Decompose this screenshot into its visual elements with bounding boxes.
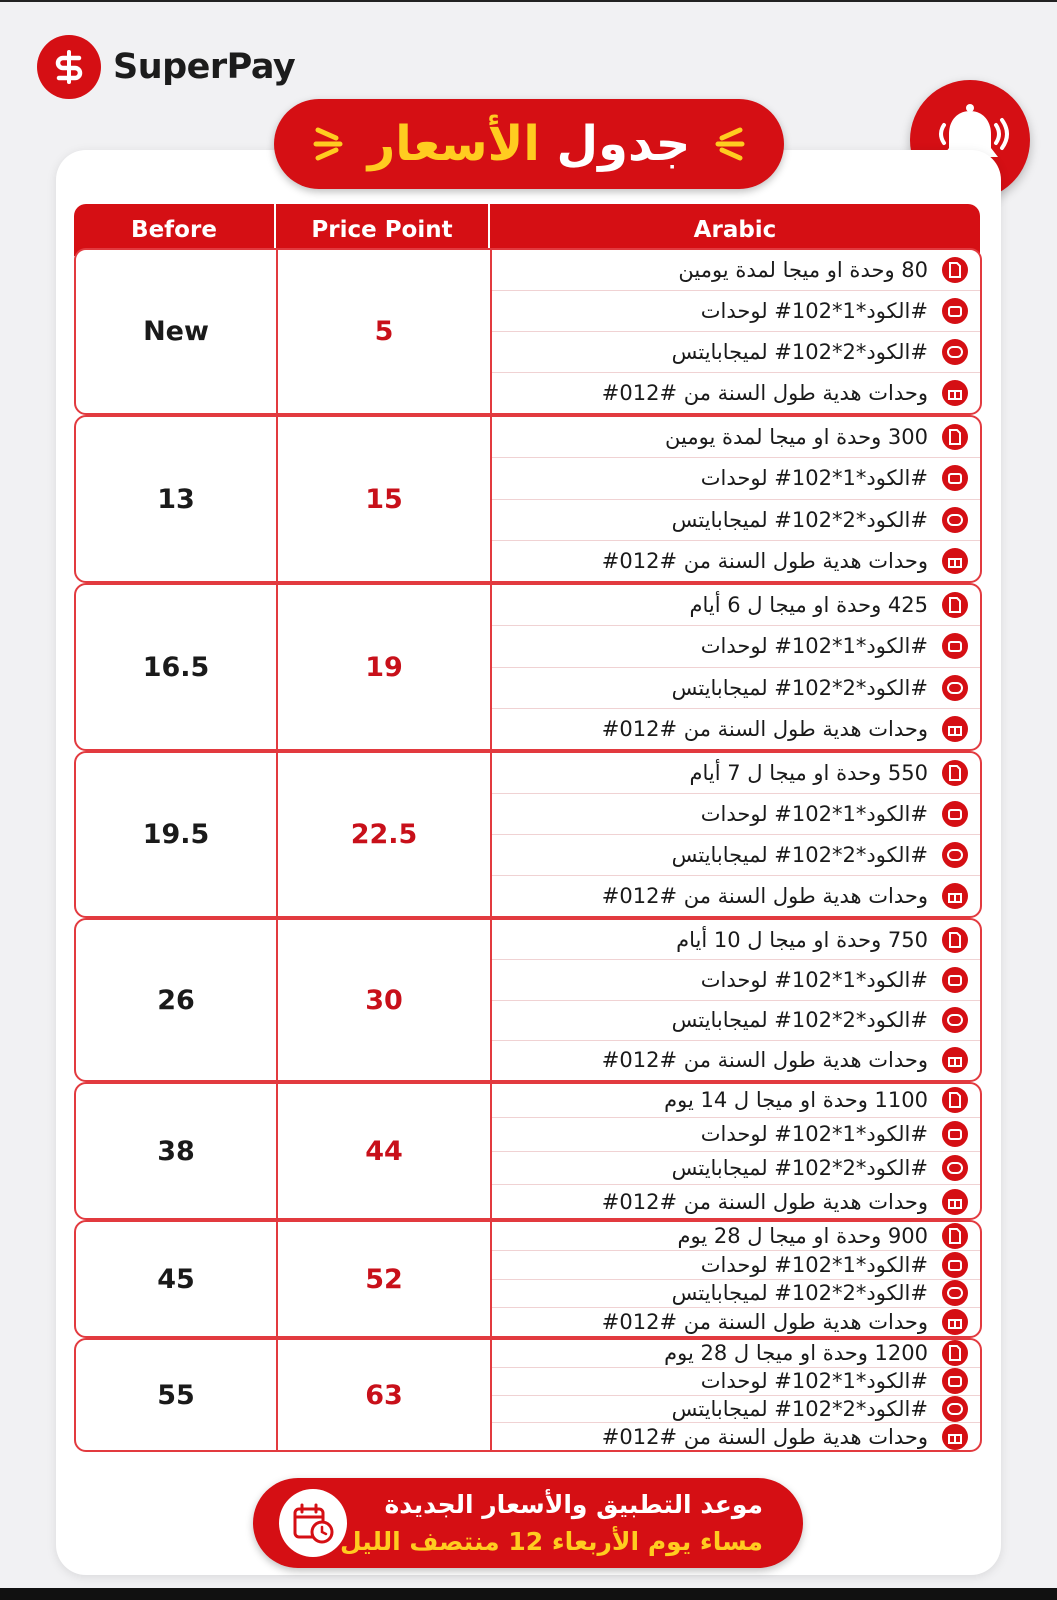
price-row — [74, 248, 982, 415]
detail-line — [492, 540, 980, 581]
sim-icon — [942, 1223, 968, 1249]
data-icon — [942, 1280, 968, 1306]
data-icon — [942, 339, 968, 365]
detail-line — [492, 1040, 980, 1080]
data-icon — [942, 507, 968, 533]
before-value: 16.5 — [142, 651, 210, 683]
before-value: 19.5 — [142, 819, 210, 850]
sparkle-left-icon — [312, 122, 346, 166]
sim-icon — [942, 257, 968, 283]
detail-line — [492, 290, 980, 331]
price-value: 63 — [365, 1379, 403, 1411]
detail-text: #الكود*2*102# لميجابايتس — [671, 675, 928, 700]
detail-line — [492, 457, 980, 498]
before-value: 13 — [157, 483, 195, 515]
detail-line — [492, 708, 980, 749]
data-icon — [942, 675, 968, 701]
phone-icon — [942, 801, 968, 827]
schedule-title: موعد التطبيق والأسعار الجديدة — [384, 1490, 763, 1519]
detail-line — [492, 959, 980, 999]
price-value: 22.5 — [350, 819, 418, 850]
detail-line — [492, 1151, 980, 1185]
price-row — [74, 415, 982, 583]
top-border — [0, 0, 1057, 2]
phone-icon — [942, 298, 968, 324]
detail-text: وحدات هدية طول السنة من #012# — [601, 716, 928, 741]
price-value: 30 — [365, 984, 403, 1016]
detail-text: #الكود*1*102# لوحدات — [700, 299, 928, 323]
detail-line — [492, 1422, 980, 1450]
detail-line — [492, 1307, 980, 1336]
detail-line — [492, 834, 980, 875]
detail-text: 300 وحدة او ميجا لمدة يومين — [665, 425, 928, 450]
header-before: Before — [131, 217, 217, 243]
detail-line — [492, 1222, 980, 1250]
detail-text: #الكود*1*102# لوحدات — [700, 1122, 928, 1147]
gift-icon — [942, 1189, 968, 1215]
gift-icon — [942, 1309, 968, 1335]
price-value: 44 — [365, 1135, 403, 1167]
bundle-details — [492, 920, 980, 1080]
detail-line — [492, 875, 980, 916]
detail-line — [492, 1367, 980, 1395]
before-value: 55 — [157, 1379, 195, 1411]
detail-line — [492, 250, 980, 290]
sim-icon — [942, 424, 968, 450]
detail-text: #الكود*2*102# لميجابايتس — [671, 843, 928, 867]
price-value: 19 — [365, 651, 403, 683]
sim-icon — [942, 1340, 968, 1366]
detail-line — [492, 1084, 980, 1117]
detail-text: #الكود*2*102# لميجابايتس — [671, 1155, 928, 1180]
detail-text: #الكود*2*102# لميجابايتس — [671, 1008, 928, 1033]
data-icon — [942, 842, 968, 868]
calendar-clock-icon — [279, 1489, 347, 1557]
detail-text: وحدات هدية طول السنة من #012# — [601, 884, 928, 908]
brand-logo — [37, 35, 295, 99]
sim-icon — [942, 1087, 968, 1113]
title-word-1: جدول — [556, 116, 691, 172]
detail-text: #الكود*2*102# لميجابايتس — [671, 507, 928, 532]
detail-text: #الكود*2*102# لميجابايتس — [671, 1281, 928, 1306]
detail-text: 900 وحدة او ميجا ل 28 يوم — [677, 1223, 928, 1248]
detail-text: 750 وحدة او ميجا ل 10 أيام — [676, 927, 928, 952]
title-banner — [274, 99, 784, 189]
detail-text: #الكود*1*102# لوحدات — [700, 466, 928, 491]
before-value: 45 — [157, 1263, 195, 1295]
detail-line — [492, 920, 980, 959]
detail-text: #الكود*1*102# لوحدات — [700, 634, 928, 659]
detail-text: 80 وحدة او ميجا لمدة يومين — [678, 258, 928, 282]
phone-icon — [942, 465, 968, 491]
detail-line — [492, 1395, 980, 1423]
detail-line — [492, 331, 980, 372]
bottom-border — [0, 1588, 1057, 1600]
phone-icon — [942, 1368, 968, 1394]
schedule-banner — [253, 1478, 803, 1568]
phone-icon — [942, 1121, 968, 1147]
gift-icon — [942, 1424, 968, 1450]
bundle-details — [492, 753, 980, 916]
gift-icon — [942, 380, 968, 406]
detail-text: وحدات هدية طول السنة من #012# — [601, 1048, 928, 1073]
price-row — [74, 1338, 982, 1452]
gift-icon — [942, 883, 968, 909]
gift-icon — [942, 1047, 968, 1073]
schedule-text — [340, 1486, 763, 1560]
detail-line — [492, 585, 980, 625]
sparkle-right-icon — [712, 122, 746, 166]
detail-line — [492, 625, 980, 666]
header-arabic: Arabic — [693, 217, 777, 243]
phone-icon — [942, 1252, 968, 1278]
data-icon — [942, 1396, 968, 1422]
detail-text: #الكود*1*102# لوحدات — [700, 967, 928, 992]
detail-line — [492, 667, 980, 708]
detail-line — [492, 1250, 980, 1279]
detail-line — [492, 1000, 980, 1040]
price-row — [74, 1082, 982, 1220]
detail-text: 1200 وحدة او ميجا ل 28 يوم — [664, 1341, 928, 1366]
price-value: 52 — [365, 1263, 403, 1295]
data-icon — [942, 1007, 968, 1033]
detail-line — [492, 499, 980, 540]
bundle-details — [492, 250, 980, 413]
detail-text: 1100 وحدة او ميجا ل 14 يوم — [664, 1088, 928, 1113]
price-row — [74, 1220, 982, 1338]
gift-icon — [942, 548, 968, 574]
phone-icon — [942, 967, 968, 993]
price-row — [74, 583, 982, 751]
detail-text: #الكود*2*102# لميجابايتس — [671, 340, 928, 364]
sim-icon — [942, 760, 968, 786]
bundle-details — [492, 585, 980, 749]
detail-text: 425 وحدة او ميجا ل 6 أيام — [689, 593, 928, 618]
detail-line — [492, 1279, 980, 1308]
price-value: 5 — [374, 316, 394, 347]
detail-line — [492, 417, 980, 457]
price-value: 15 — [365, 483, 403, 515]
detail-text: وحدات هدية طول السنة من #012# — [601, 1189, 928, 1214]
detail-line — [492, 793, 980, 834]
bundle-details — [492, 1340, 980, 1450]
detail-text: وحدات هدية طول السنة من #012# — [601, 381, 928, 405]
detail-text: #الكود*1*102# لوحدات — [700, 802, 928, 826]
before-value: 26 — [157, 984, 195, 1016]
before-value: New — [143, 316, 209, 347]
bundle-details — [492, 417, 980, 581]
brand-name: SuperPay — [113, 47, 296, 87]
detail-line — [492, 372, 980, 413]
bundle-details — [492, 1222, 980, 1336]
schedule-time: مساء يوم الأربعاء 12 منتصف الليل — [339, 1527, 763, 1556]
detail-text: 550 وحدة او ميجا ل 7 أيام — [689, 761, 928, 785]
detail-text: وحدات هدية طول السنة من #012# — [601, 548, 928, 573]
gift-icon — [942, 716, 968, 742]
detail-line — [492, 1340, 980, 1367]
title-word-2: الأسعار — [367, 116, 540, 172]
detail-text: #الكود*1*102# لوحدات — [700, 1252, 928, 1277]
superpay-logo-icon — [37, 35, 101, 99]
sim-icon — [942, 927, 968, 953]
detail-line — [492, 1184, 980, 1218]
price-row — [74, 751, 982, 918]
phone-icon — [942, 633, 968, 659]
detail-line — [492, 753, 980, 793]
data-icon — [942, 1155, 968, 1181]
detail-text: #الكود*1*102# لوحدات — [700, 1369, 928, 1394]
page-title — [368, 116, 691, 172]
price-row — [74, 918, 982, 1082]
before-value: 38 — [157, 1135, 195, 1167]
detail-text: #الكود*2*102# لميجابايتس — [671, 1396, 928, 1421]
sim-icon — [942, 592, 968, 618]
detail-text: وحدات هدية طول السنة من #012# — [601, 1310, 928, 1335]
bundle-details — [492, 1084, 980, 1218]
detail-text: وحدات هدية طول السنة من #012# — [601, 1424, 928, 1449]
header-price-point: Price Point — [311, 217, 453, 243]
detail-line — [492, 1117, 980, 1151]
